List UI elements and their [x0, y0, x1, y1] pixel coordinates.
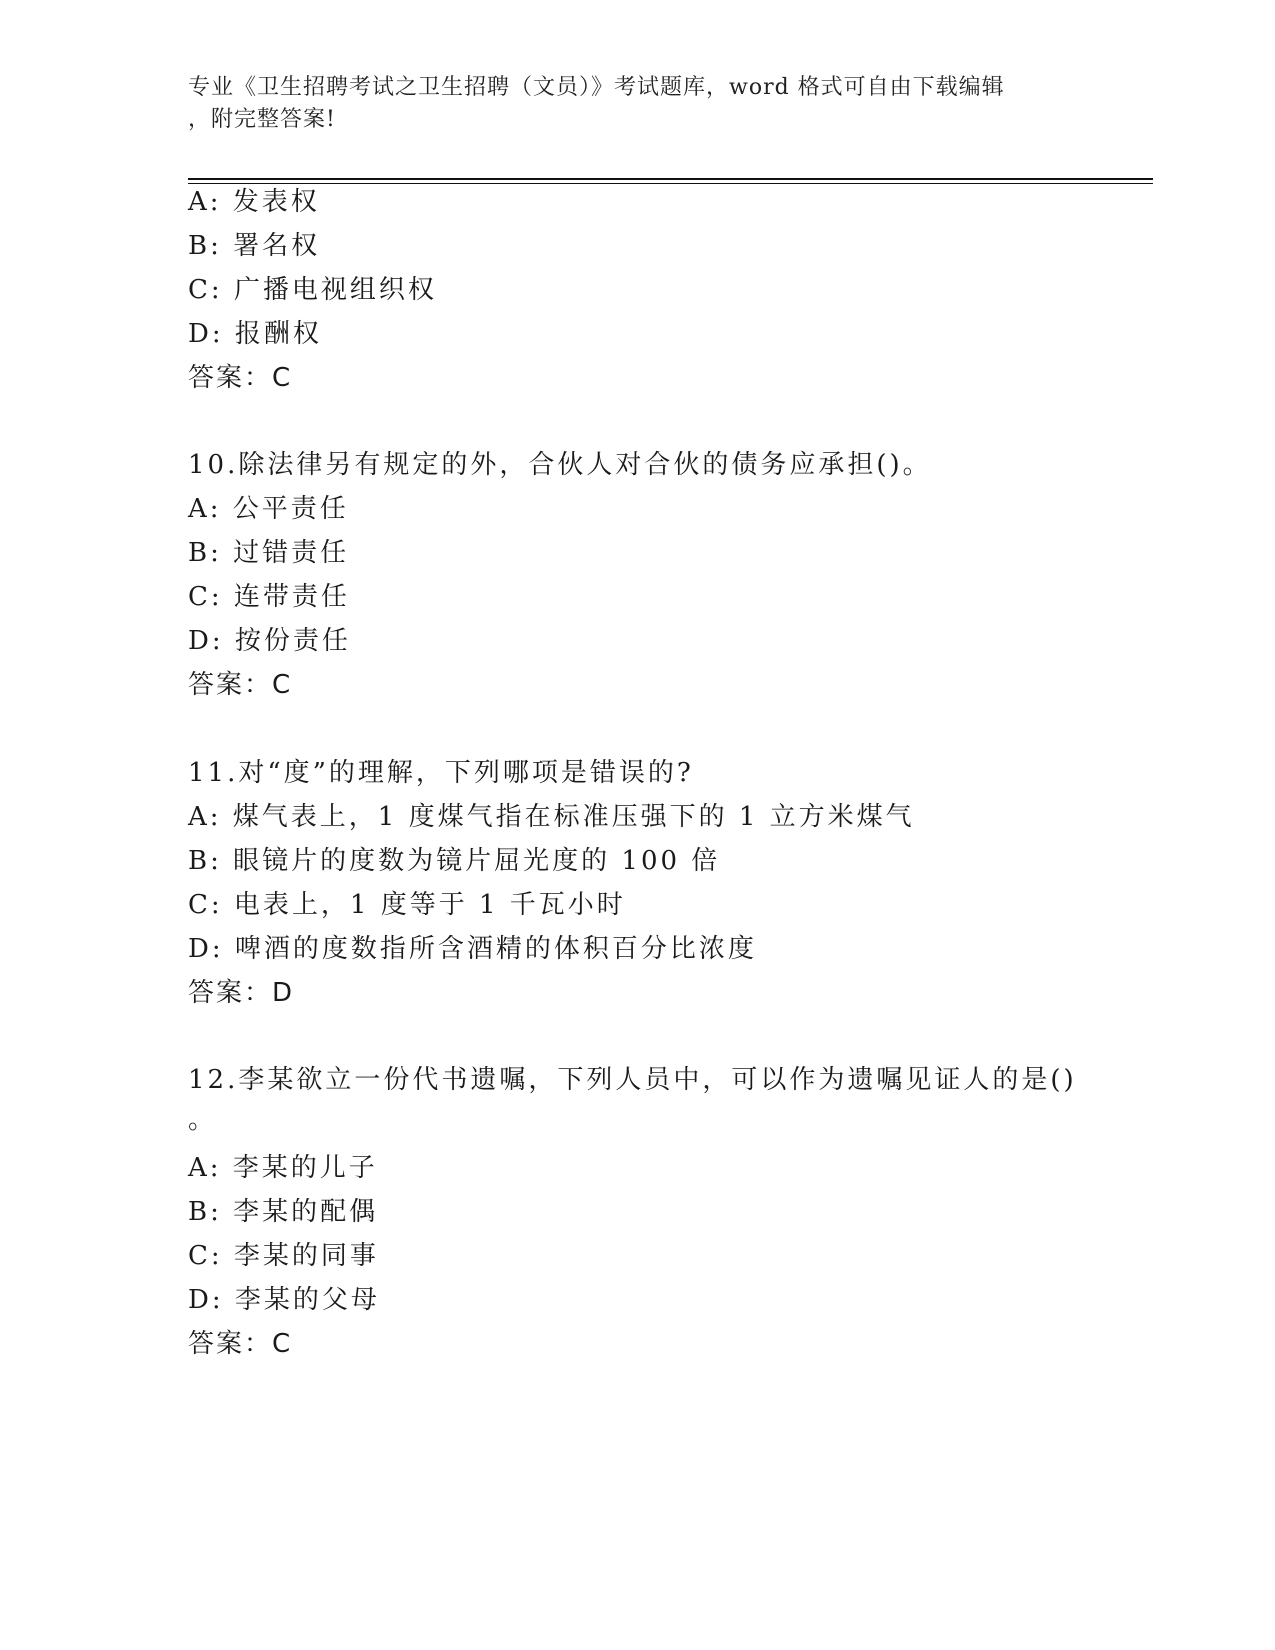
header-divider-thick: [188, 178, 1153, 180]
q11-option-d: D: 啤酒的度数指所含酒精的体积百分比浓度: [188, 934, 757, 964]
q11-option-b: B: 眼镜片的度数为镜片屈光度的 100 倍: [188, 846, 721, 876]
q12-stem: 12.李某欲立一份代书遗嘱，下列人员中，可以作为遗嘱见证人的是(): [188, 1065, 1077, 1095]
document-header: [188, 72, 1078, 136]
q9-option-d: D: 报酬权: [188, 319, 322, 349]
q11-answer: 答案：D: [188, 978, 295, 1008]
q9-option-c: C: 广播电视组织权: [188, 275, 437, 305]
q10-option-b: B: 过错责任: [188, 538, 350, 568]
header-divider-thin: [188, 183, 1153, 184]
q12-stem-continuation: 。: [188, 1105, 218, 1135]
q12-option-a: A: 李某的儿子: [188, 1153, 378, 1183]
q10-answer: 答案：C: [188, 670, 293, 700]
q10-stem: 10.除法律另有规定的外，合伙人对合伙的债务应承担()。: [188, 450, 932, 480]
q10-option-d: D: 按份责任: [188, 626, 351, 656]
q12-answer: 答案：C: [188, 1329, 293, 1359]
q12-option-b: B: 李某的配偶: [188, 1197, 379, 1227]
q12-option-c: C: 李某的同事: [188, 1241, 379, 1271]
q11-option-a: A: 煤气表上，1 度煤气指在标准压强下的 1 立方米煤气: [188, 802, 915, 832]
q11-option-c: C: 电表上，1 度等于 1 千瓦小时: [188, 890, 626, 920]
q9-answer: 答案：C: [188, 363, 293, 393]
q11-stem: 11.对“度”的理解，下列哪项是错误的?: [188, 758, 694, 788]
q9-option-a: A: 发表权: [188, 187, 320, 217]
q12-option-d: D: 李某的父母: [188, 1285, 380, 1315]
q10-option-a: A: 公平责任: [188, 494, 349, 524]
header-line-1: 专业《卫生招聘考试之卫生招聘（文员）》考试题库，word 格式可自由下载编辑: [188, 75, 1005, 100]
q10-option-c: C: 连带责任: [188, 582, 350, 612]
q9-option-b: B: 署名权: [188, 231, 321, 261]
header-line-2: ，附完整答案!: [188, 107, 336, 132]
